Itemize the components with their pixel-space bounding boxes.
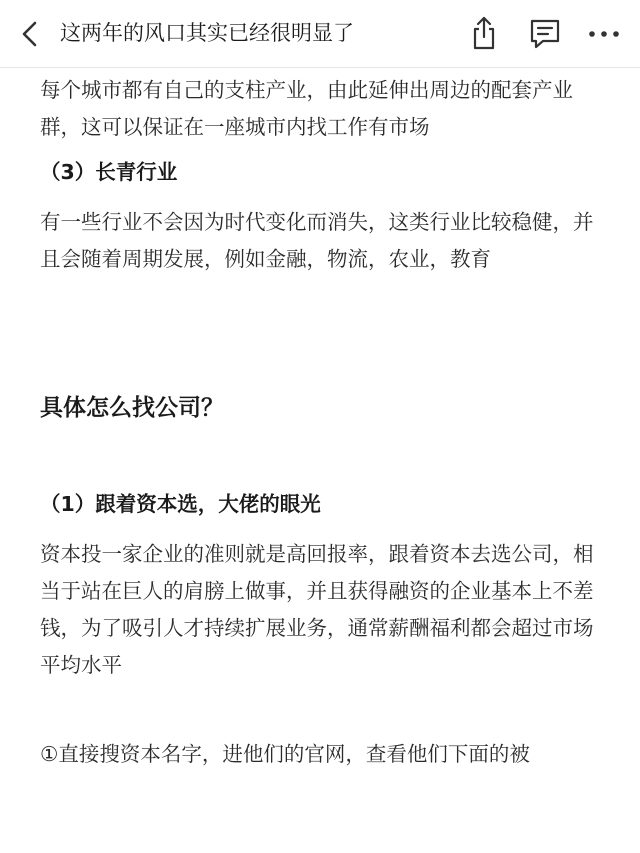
share-button[interactable] bbox=[464, 12, 504, 54]
paragraph-pillar-industry: 每个城市都有自己的支柱产业，由此延伸出周边的配套产业群，这可以保证在一座城市内找工作有市场 bbox=[40, 78, 573, 139]
paragraph-follow-capital: 资本投一家企业的准则就是高回报率，跟着资本去选公司，相当于站在巨人的肩膀上做事，并且获得融资的企业基本上不差钱，为了吸引人才持续扩展业务，通常薪酬福利都会超过市场平均水平 bbox=[40, 542, 594, 677]
comment-icon bbox=[527, 17, 563, 51]
back-button[interactable] bbox=[12, 14, 48, 54]
subheading-follow-capital: （1）跟着资本选，大佬的眼光 bbox=[40, 492, 321, 516]
more-button[interactable] bbox=[582, 18, 626, 50]
paragraph-search-capital: ①直接搜资本名字，进他们的官网，查看他们下面的被 bbox=[40, 742, 530, 766]
share-icon bbox=[469, 15, 499, 51]
top-nav-bar bbox=[0, 0, 640, 68]
chevron-left-icon bbox=[20, 19, 40, 49]
comment-button[interactable] bbox=[524, 14, 566, 54]
paragraph-evergreen-industry: 有一些行业不会因为时代变化而消失，这类行业比较稳健，并且会随着周期发展，例如金融，物流，农业，教育 bbox=[40, 210, 594, 271]
subheading-evergreen-industry: （3）长青行业 bbox=[40, 160, 178, 184]
page-title: 这两年的风口其实已经很明显了 bbox=[60, 21, 354, 45]
more-icon bbox=[587, 29, 621, 39]
section-heading-find-company: 具体怎么找公司？ bbox=[40, 395, 224, 421]
